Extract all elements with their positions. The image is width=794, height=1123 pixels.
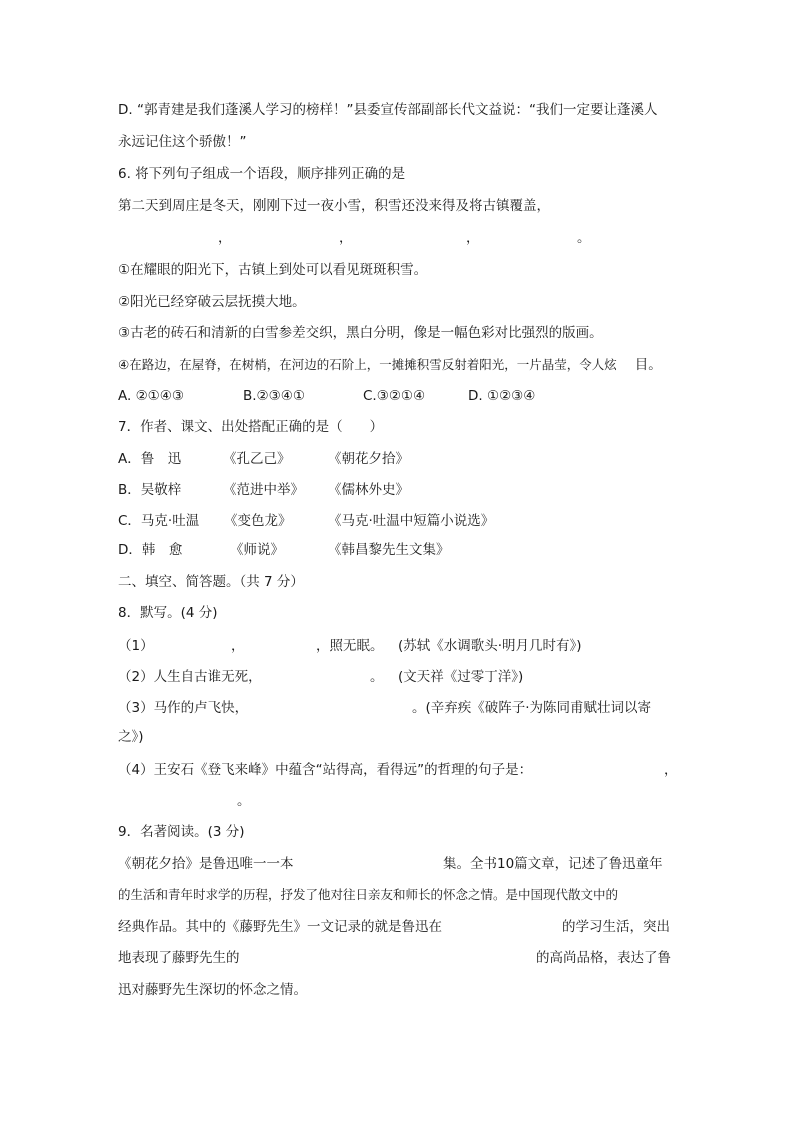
- q8-item1-label: （1）: [118, 638, 154, 654]
- q6-blank-comma-3: ，: [466, 230, 480, 246]
- q9-stem: 9．名著阅读。(3 分): [118, 824, 245, 840]
- q7-a-author: A．鲁 迅: [118, 451, 182, 467]
- q8-stem: 8．默写。(4 分): [118, 605, 218, 621]
- q7-c-author: C．马克·吐温: [118, 513, 200, 529]
- q6-option-d: D. ①②③④: [468, 388, 536, 404]
- q6-sentence-4-end: 目。: [634, 357, 662, 373]
- section-2-heading: 二、填空、简答题。（共 7 分）: [118, 574, 304, 590]
- q7-d-text: 《师说》: [230, 542, 284, 558]
- q7-a-text: 《孔乙己》: [223, 451, 291, 467]
- q7-b-source: 《儒林外史》: [328, 482, 409, 498]
- q7-b-author: B．吴敬梓: [118, 482, 182, 498]
- q8-item4-end: 。: [237, 793, 251, 809]
- q8-item2-text: （2）人生自古谁无死，: [118, 669, 262, 685]
- q9-line5: 迅对藤野先生深切的怀念之情。: [118, 982, 307, 998]
- q6-sentence-2: ②阳光已经穿破云层抚摸大地。: [118, 294, 306, 310]
- q7-c-text: 《变色龙》: [224, 513, 292, 529]
- q6-blank-comma-1: ，: [218, 230, 232, 246]
- q6-blank-end: 。: [577, 230, 591, 246]
- q9-line1-start: 《朝花夕拾》是鲁迅唯一一本: [118, 856, 294, 872]
- q8-item3-text: （3）马作的卢飞快，: [118, 700, 249, 716]
- q7-a-source: 《朝花夕拾》: [328, 451, 409, 467]
- q7-c-source: 《马克·吐温中短篇小说选》: [328, 513, 495, 529]
- q6-sentence-1: ①在耀眼的阳光下，古镇上到处可以看见斑斑积雪。: [118, 262, 428, 278]
- q6-blank-comma-2: ，: [339, 230, 353, 246]
- q7-b-text: 《范进中举》: [223, 482, 304, 498]
- q9-line4-end: 的高尚品格，表达了鲁: [536, 950, 671, 966]
- q8-item3-source-end: 之》): [118, 729, 144, 745]
- q8-item2-end: 。: [370, 669, 384, 685]
- q6-stem: 6. 将下列句子组成一个语段，顺序排列正确的是: [118, 166, 406, 182]
- q8-item1-source: (苏轼《水调歌头·明月几时有》): [398, 638, 582, 654]
- q6-sentence-4: [118, 355, 662, 375]
- q7-d-author: D．韩 愈: [118, 542, 183, 558]
- q8-item4-text: （4）王安石《登飞来峰》中蕴含“站得高，看得远”的哲理的句子是：: [118, 762, 533, 778]
- q6-option-a: A. ②①④③: [118, 388, 184, 404]
- q9-line2: 的生活和青年时求学的历程，抒发了他对往日亲友和师长的怀念之情。是中国现代散文中的: [118, 887, 619, 902]
- q8-item1-comma: ，: [231, 638, 245, 654]
- q7-d-source: 《韩昌黎先生文集》: [328, 542, 450, 558]
- q6-sentence-3: ③古老的砖石和清新的白雪参差交织，黑白分明，像是一幅色彩对比强烈的版画。: [118, 325, 603, 341]
- q9-line3-end: 的学习生活，突出: [562, 919, 670, 935]
- q8-item4-comma: ，: [664, 762, 678, 778]
- q6-lead: 第二天到周庄是冬天，刚刚下过一夜小雪，积雪还没来得及将古镇覆盖，: [118, 198, 550, 214]
- q5-option-d-line2: 永远记住这个骄傲！”: [118, 134, 247, 150]
- q6-option-b: B.②③④①: [243, 388, 305, 404]
- q9-line3-start: 经典作品。其中的《藤野先生》一文记录的就是鲁迅在: [118, 919, 442, 935]
- q9-line4-start: 地表现了藤野先生的: [118, 950, 240, 966]
- q9-line1-end: 集。全书10篇文章，记述了鲁迅童年: [443, 856, 663, 872]
- q8-item3-source: 。(辛弃疾《破阵子·为陈同甫赋壮词以寄: [412, 700, 652, 716]
- q8-item1-text: ，照无眠。: [316, 638, 384, 654]
- q5-option-d-line1: D. “郭青建是我们蓬溪人学习的榜样！”县委宣传部副部长代文益说：“我们一定要让蓬溪人: [118, 102, 658, 118]
- q7-stem: 7．作者、课文、出处搭配正确的是（ ）: [118, 419, 384, 435]
- q6-sentence-4-text: ④在路边，在屋脊，在树梢，在河边的石阶上，一摊摊积雪反射着阳光，一片晶莹，令人炫: [118, 357, 617, 372]
- q8-item2-source: (文天祥《过零丁洋》): [398, 669, 524, 685]
- q6-option-c: C.③②①④: [363, 388, 426, 404]
